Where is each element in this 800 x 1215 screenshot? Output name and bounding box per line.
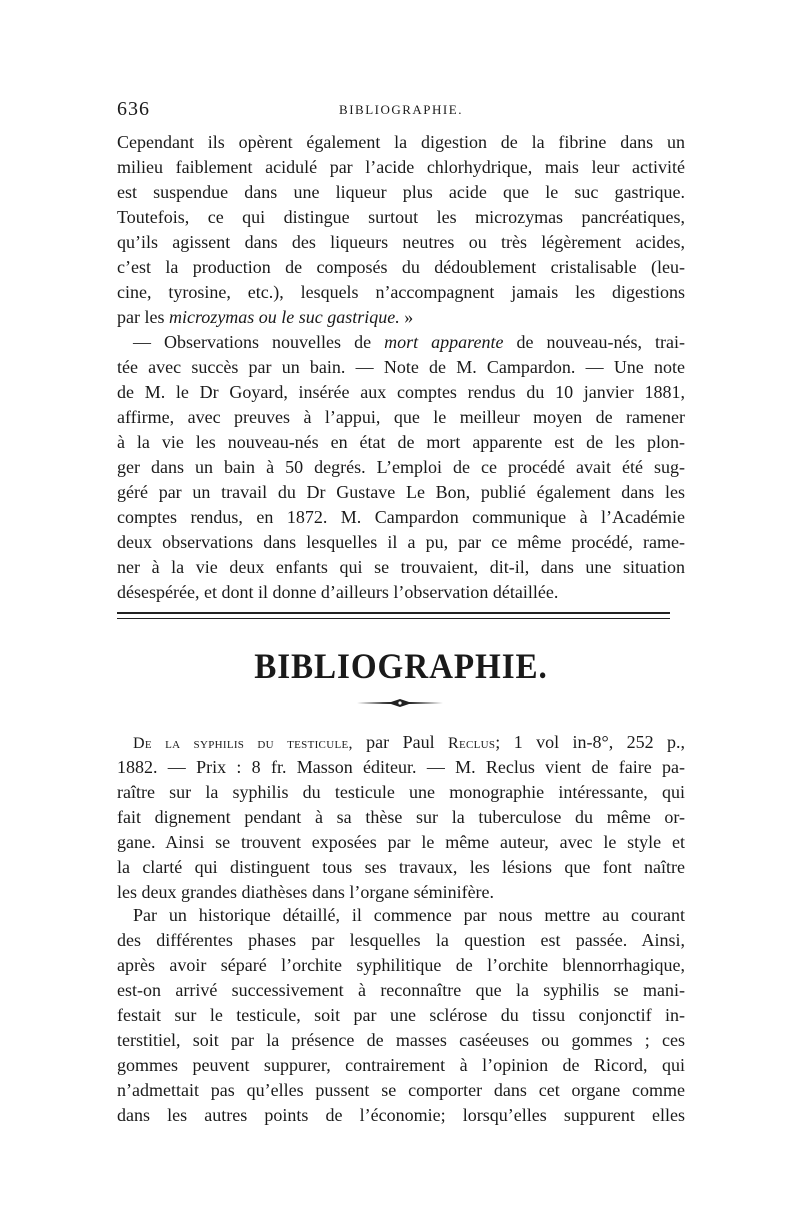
text-line: est suspendue dans une liqueur plus acide que le suc gastrique.: [117, 182, 685, 202]
page-header: [117, 98, 685, 122]
continued-quote: [117, 130, 685, 330]
text-line: affirme, avec preuves à l’appui, que le meilleur moyen de ramener: [117, 407, 685, 427]
text-line: n’admettait pas qu’elles pussent se comporter dans cet organe comme: [117, 1080, 685, 1100]
section-title: BIBLIOGRAPHIE.: [254, 646, 548, 686]
text-line: deux observations dans lesquelles il a pu, par ce même procédé, rame-: [117, 532, 685, 552]
text-line: terstitiel, soit par la présence de masses caséeuses ou gommes ; ces: [117, 1030, 685, 1050]
text-line: fait dignement pendant à sa thèse sur la tuberculose du même or-: [117, 807, 685, 827]
book-title: De la syphilis du testicule,: [133, 735, 353, 752]
text-line: cine, tyrosine, etc.), lesquels n’accompagnent jamais les digestions: [117, 282, 685, 302]
text-line: désespérée, et dont il donne d’ailleurs l’observation détaillée.: [117, 582, 559, 602]
text-line: tée avec succès par un bain. — Note de M. Campardon. — Une note: [117, 357, 685, 377]
author-name: Reclus: [447, 735, 496, 752]
italic-text: microzymas ou le suc gastrique.: [168, 307, 400, 327]
text-line: festait sur le testicule, soit par une sclérose du tissu conjonctif in-: [117, 1005, 685, 1025]
text-line: 1882. — Prix : 8 fr. Masson éditeur. — M. Reclus vient de faire pa-: [117, 757, 685, 777]
section-divider-thin: [117, 618, 670, 619]
ornament-dash: [355, 698, 445, 708]
text-line: par les microzymas ou le suc gastrique. »: [117, 307, 414, 327]
text-line: Cependant ils opèrent également la digestion de la fibrine dans un: [117, 132, 685, 152]
text-line: — Observations nouvelles de mort apparente de nouveau-nés, trai-: [133, 332, 685, 352]
review-paragraph: [117, 903, 685, 1128]
page-number: 636: [117, 98, 150, 120]
text-line: à la vie les nouveau-nés en état de mort apparente est de les plon-: [117, 432, 685, 452]
text-line: ger dans un bain à 50 degrés. L’emploi de ce procédé avait été sug-: [117, 457, 685, 477]
text-line: De la syphilis du testicule, par Paul Reclus; 1 vol in-8°, 252 p.,: [133, 732, 686, 752]
observations-paragraph: [117, 330, 685, 605]
text-line: la clarté qui distinguent tous ses travaux, les lésions que font naître: [117, 857, 685, 877]
review-entry: [117, 730, 685, 905]
text-line: dans les autres points de l’économie; lorsqu’elles suppurent elles: [117, 1105, 685, 1125]
text-line: comptes rendus, en 1872. M. Campardon communique à l’Académie: [117, 507, 685, 527]
text-line: de M. le Dr Goyard, insérée aux comptes rendus du 10 janvier 1881,: [117, 382, 685, 402]
text-line: est-on arrivé successivement à reconnaître que la syphilis se mani-: [117, 980, 685, 1000]
text-line: gommes peuvent suppurer, contrairement à l’opinion de Ricord, qui: [117, 1055, 685, 1075]
text-line: gane. Ainsi se trouvent exposées par le même auteur, avec le style et: [117, 832, 685, 852]
text-line: géré par un travail du Dr Gustave Le Bon, publié également dans les: [117, 482, 685, 502]
text-line: les deux grandes diathèses dans l’organe séminifère.: [117, 882, 495, 902]
section-divider: [117, 612, 670, 614]
italic-text: mort apparente: [384, 332, 504, 352]
text-line: ner à la vie deux enfants qui se trouvaient, dit-il, dans une situation: [117, 557, 685, 577]
text-line: c’est la production de composés du dédoublement cristalisable (leu-: [117, 257, 685, 277]
text-line: Par un historique détaillé, il commence par nous mettre au courant: [133, 905, 685, 925]
text-line: milieu faiblement acidulé par l’acide chlorhydrique, mais leur activité: [117, 157, 685, 177]
text-line: Toutefois, ce qui distingue surtout les microzymas pancréatiques,: [117, 207, 685, 227]
running-head: BIBLIOGRAPHIE.: [339, 102, 463, 117]
text-line: après avoir séparé l’orchite syphilitique de l’orchite blennorrhagique,: [117, 955, 685, 975]
text-line: des différentes phases par lesquelles la question est passée. Ainsi,: [117, 930, 685, 950]
text-line: qu’ils agissent dans des liqueurs neutres ou très légèrement acides,: [117, 232, 685, 252]
text-line: raître sur la syphilis du testicule une monographie intéressante, qui: [117, 782, 685, 802]
